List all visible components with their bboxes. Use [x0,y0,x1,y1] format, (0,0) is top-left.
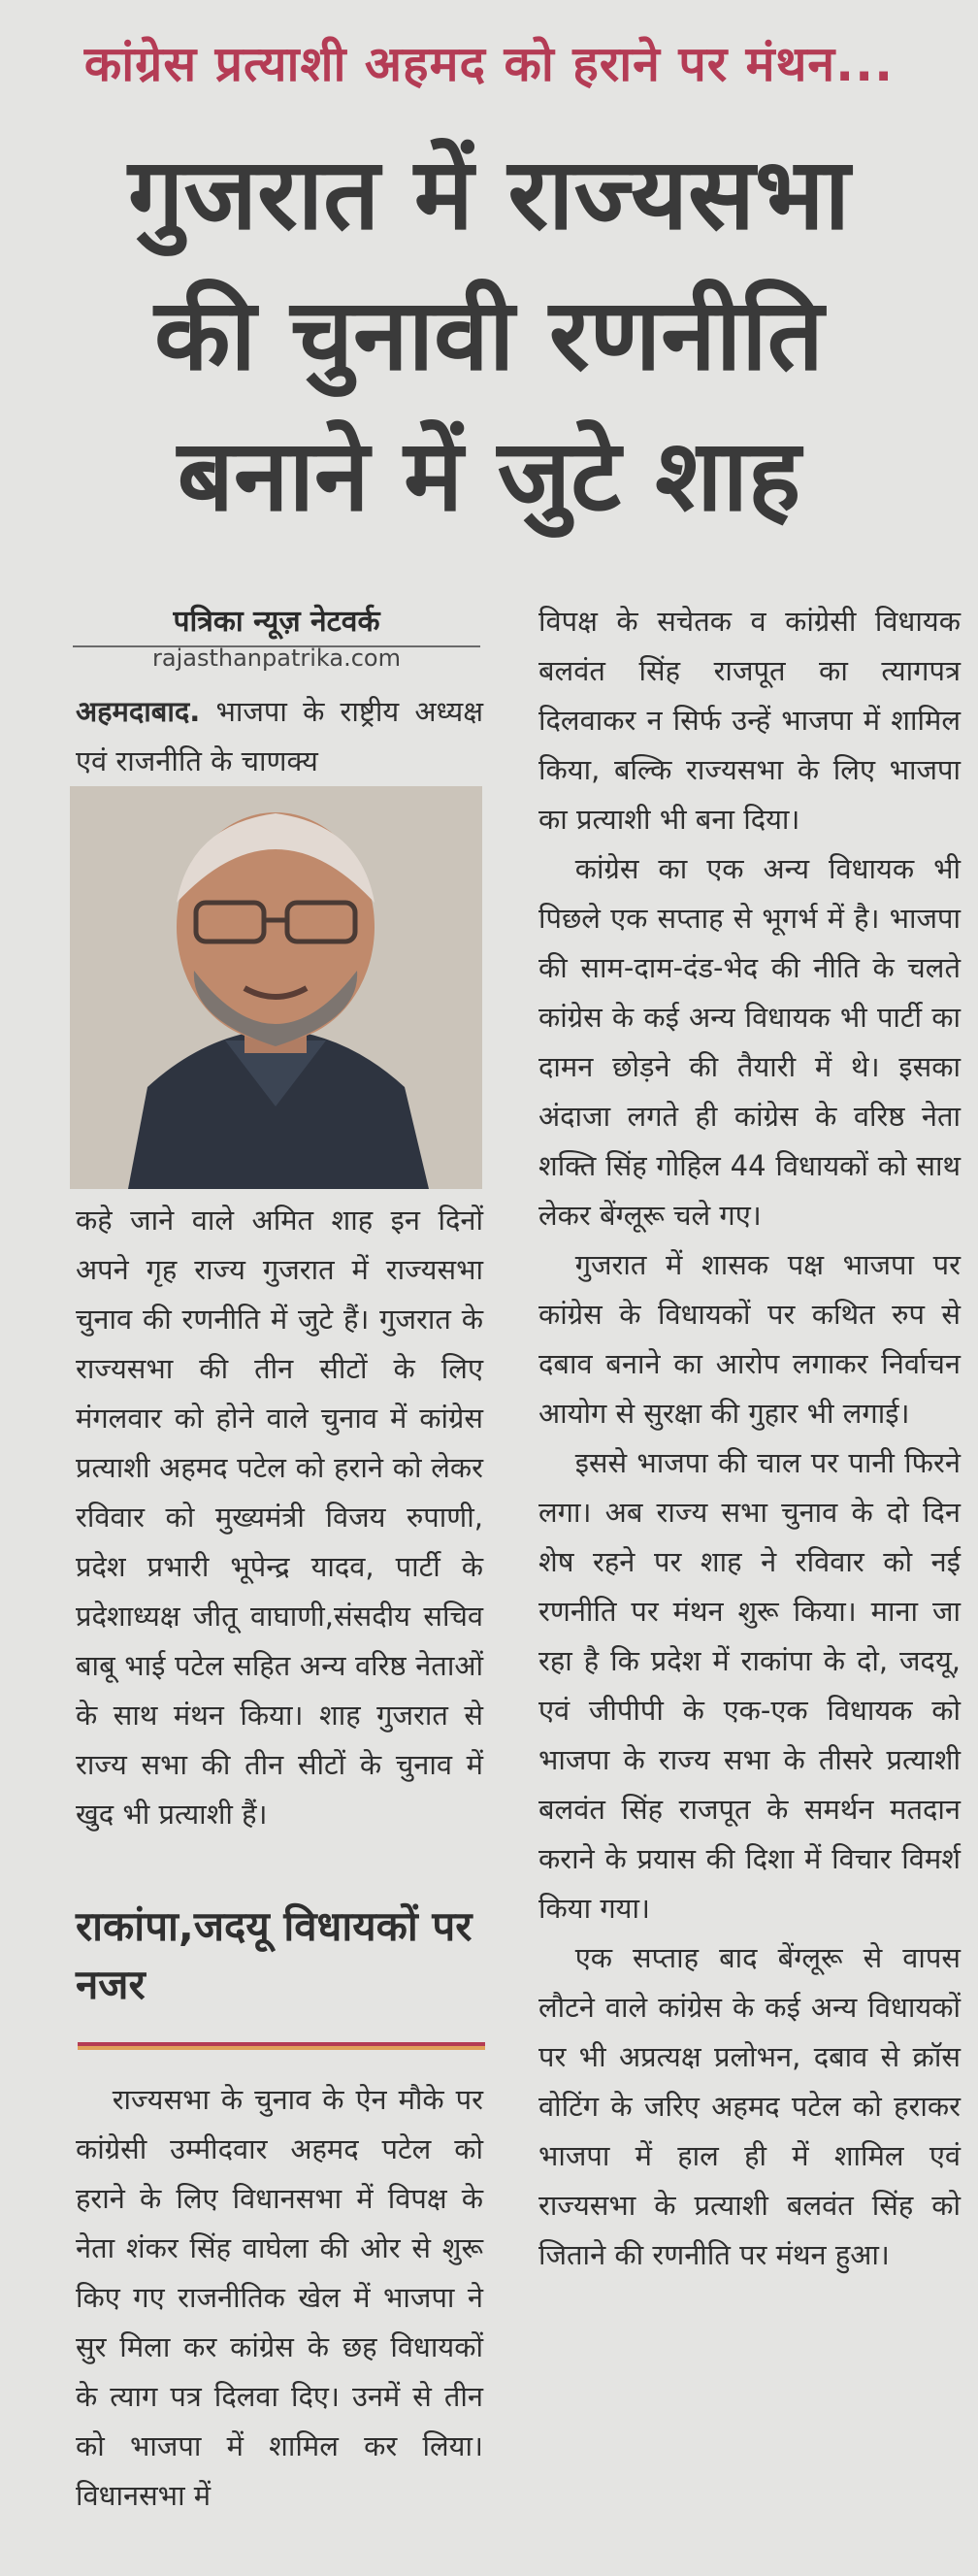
headline-line-1: गुजरात में राज्यसभा [127,137,851,252]
kicker-headline: कांग्रेस प्रत्याशी अहमद को हराने पर मंथन... [83,36,895,92]
right-paragraph-2: कांग्रेस का एक अन्य विधायक भी पिछले एक सप्ताह से भूगर्भ में है। भाजपा की साम-दाम-दंड-भेद की नीति के चलते कांग्रेस के कई अन्य विधायक भी पार्टी का दामन छोड़ने की तैयारी में थे। इसका अंदाजा लगते ही कांग्रेस के वरिष्ठ नेता शक्ति सिंह गोहिल 44 विधायकों को साथ लेकर बेंग्लूरू चले गए। [538,852,961,1232]
amit-shah-photo [70,786,482,1189]
body-paragraph-1: कहे जाने वाले अमित शाह इन दिनों अपने गृह राज्य गुजरात में राज्यसभा चुनाव की रणनीति में जुटे हैं। गुजरात के राज्यसभा की तीन सीटों के लिए मंगलवार को होने वाले चुनाव में कांग्रेस प्रत्याशी अहमद पटेल को हराने को लेकर रविवार को मुख्यमंत्री विजय रुपाणी, प्रदेश प्रभारी भूपेन्द्र यादव, पार्टी के प्रदेशाध्यक्ष जीतू वाघाणी,संसदीय सचिव बाबू भाई पटेल सहित अन्य वरिष्ठ नेताओं के साथ मंथन किया। शाह गुजरात से राज्य सभा की तीन सीटों के चुनाव में खुद भी प्रत्याशी हैं। [76,1204,483,1831]
left-column-tail [76,2075,483,2521]
byline: पत्रिका न्यूज़ नेटवर्क [73,600,480,647]
portrait-illustration [70,786,482,1189]
dateline: अहमदाबाद. [76,695,201,728]
main-headline [0,124,978,546]
right-paragraph-4: इससे भाजपा की चाल पर पानी फिरने लगा। अब राज्य सभा चुनाव के दो दिन शेष रहने पर शाह ने रविवार को नई रणनीति पर मंथन शुरू किया। माना जा रहा है कि प्रदेश में राकांपा के दो, जदयू, एवं जीपीपी के एक-एक विधायक को भाजपा के राज्य सभा के तीसरे प्रत्याशी बलवंत सिंह राजपूत के समर्थन मतदान कराने के प्रयास की दिशा में विचार विमर्श किया गया। [538,1446,961,1925]
right-paragraph-1: विपक्ष के सचेतक व कांग्रेसी विधायक बलवंत सिंह राजपूत का त्यागपत्र दिलवाकर न सिर्फ उन्हें भाजपा में शामिल किया, बल्कि राज्यसभा के लिए भाजपा का प्रत्याशी भी बना दिया। [538,605,961,836]
left-column-body [76,1196,483,1839]
headline-line-2: की चुनावी रणनीति [154,278,824,393]
subheading: राकांपा,जदयू विधायकों पर नजर [76,1902,473,2008]
right-paragraph-5: एक सप्ताह बाद बेंग्लूरू से वापस लौटने वाले कांग्रेस के कई अन्य विधायकों पर भी अप्रत्यक्ष प्रलोभन, दबाव से क्रॉस वोटिंग के जरिए अहमद पटेल को हराकर भाजपा में हाल ही में शामिल एवं राज्यसभा के प्रत्याशी बलवंत सिंह को जिताने की रणनीति पर मंथन हुआ। [538,1941,961,2271]
section-rule [78,2042,485,2050]
website-credit: rajasthanpatrika.com [152,644,401,672]
left-column-lead [76,687,483,786]
right-paragraph-3: गुजरात में शासक पक्ष भाजपा पर कांग्रेस के विधायकों पर कथित रुप से दबाव बनाने का आरोप लगाकर निर्वाचन आयोग से सुरक्षा की गुहार भी लगाई। [538,1248,961,1430]
headline-line-3: बनाने में जुटे शाह [177,418,801,534]
right-column [538,597,961,2280]
lead-paragraph: भाजपा के राष्ट्रीय अध्यक्ष एवं राजनीति के चाणक्य [76,695,484,777]
body-paragraph-2: राज्यसभा के चुनाव के ऐन मौके पर कांग्रेसी उम्मीदवार अहमद पटेल को हराने के लिए विधानसभा में विपक्ष के नेता शंकर सिंह वाघेला की ओर से शुरू किए गए राजनीतिक खेल में भाजपा ने सुर मिला कर कांग्रेस के छह विधायकों के त्याग पत्र दिलवा दिए। उनमें से तीन को भाजपा में शामिल कर लिया। विधानसभा में [76,2083,483,2512]
